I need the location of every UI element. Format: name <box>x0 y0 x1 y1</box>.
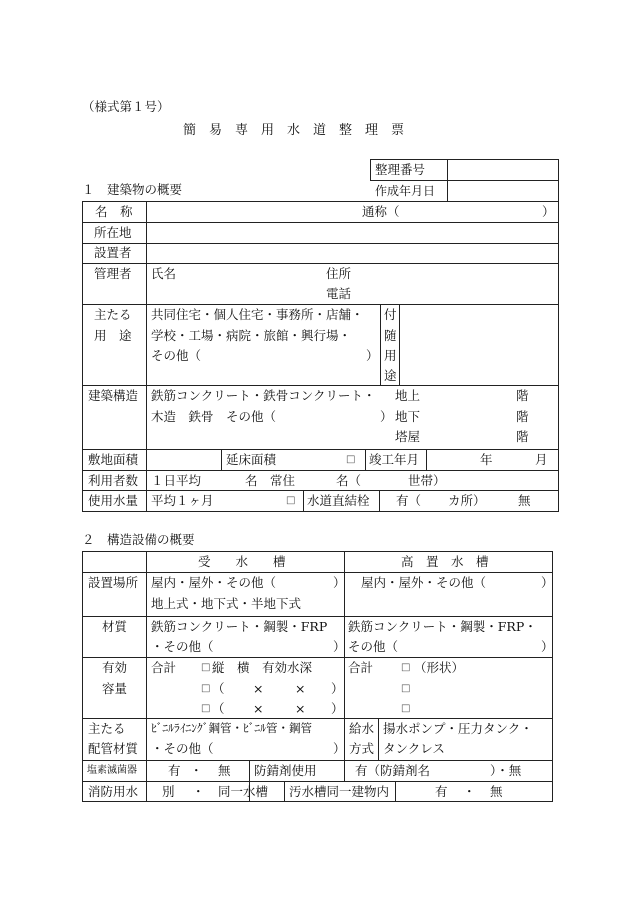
reference-number-field[interactable] <box>449 161 557 179</box>
site-area-field[interactable] <box>148 451 220 469</box>
capacity-row2-x2: × <box>295 701 306 716</box>
water-usage-label: 使用水量 <box>88 493 139 508</box>
sewage-tank-label: 汚水槽同一建物内 <box>289 784 390 799</box>
location-receiving-options[interactable]: 屋内・屋外・その他（ <box>151 575 277 590</box>
manager-address-label: 住所 <box>326 266 352 281</box>
location-receiving-close: ） <box>333 575 346 590</box>
capacity-elevated-shape: （形状） <box>414 660 465 675</box>
structure-options-line1[interactable]: 鉄筋コンクリート・鉄骨コンクリート・ <box>151 388 376 403</box>
aux-use-char-1: 付 <box>384 307 397 322</box>
location-label: 設置場所 <box>88 575 139 590</box>
capacity-dimensions-label: 縦 横 有効水深 <box>212 660 313 675</box>
chlorinator-no[interactable]: 無 <box>218 763 231 778</box>
receiving-tank-header: 受 水 槽 <box>198 554 286 569</box>
piping-other[interactable]: ・その他（ <box>151 741 214 756</box>
floors-below-label: 地下 <box>395 409 421 424</box>
capacity-receiving-total-mark: □ <box>201 662 211 673</box>
water-unit-mark: □ <box>286 495 296 506</box>
alias-label: 通称（ <box>362 204 400 219</box>
sewage-tank-separator: ・ <box>463 784 476 799</box>
water-average-label: 平均１ヶ月 <box>151 493 214 508</box>
users-households-unit: 世帯） <box>408 473 446 488</box>
piping-options[interactable]: ﾋﾞﾆﾙﾗｲﾆﾝｸﾞ鋼管・ﾋﾞﾆﾙ管・鋼管 <box>151 721 312 735</box>
floors-above-unit: 階 <box>516 388 529 403</box>
rust-inhibitor-yes[interactable]: 有（防錆剤名 <box>355 763 431 778</box>
aux-use-char-4: 途 <box>384 368 397 383</box>
direct-tap-yes[interactable]: 有（ <box>396 493 422 508</box>
use-options-line1[interactable]: 共同住宅・個人住宅・事務所・店舗・ <box>151 307 364 322</box>
material-elevated-close: ） <box>541 639 554 654</box>
capacity-row2-open: （ <box>212 701 225 716</box>
created-date-label: 作成年月日 <box>375 184 436 198</box>
name-label: 名 称 <box>95 204 133 219</box>
completion-year-unit: 年 <box>480 452 493 467</box>
completion-label: 竣工年月 <box>369 452 420 467</box>
use-label-line1: 主たる <box>94 307 132 322</box>
capacity-elevated-row1-mark: □ <box>401 683 411 694</box>
users-daily-unit: 名 <box>245 473 258 488</box>
capacity-label-line2: 容量 <box>102 681 128 696</box>
capacity-row1-mark: □ <box>201 683 211 694</box>
structure-other-close: ） <box>380 409 393 424</box>
installer-field[interactable] <box>148 245 556 262</box>
users-daily-label: １日平均 <box>151 473 202 488</box>
sewage-tank-no[interactable]: 無 <box>490 784 503 799</box>
rust-inhibitor-label: 防錆剤使用 <box>254 763 317 778</box>
capacity-row2-close: ） <box>331 701 344 716</box>
floor-area-unit-mark: □ <box>346 454 356 465</box>
capacity-elevated-row2-mark: □ <box>401 703 411 714</box>
piping-other-close: ） <box>333 741 346 756</box>
supply-tankless[interactable]: タンクレス <box>383 741 445 756</box>
use-other-close: ） <box>366 348 379 363</box>
direct-tap-no[interactable]: 無 <box>518 493 531 508</box>
fire-water-separator: ・ <box>192 784 205 799</box>
supply-label-line1: 給水 <box>349 721 375 736</box>
capacity-receiving-total: 合計 <box>151 660 177 675</box>
users-resident-label: 常住 <box>270 473 296 488</box>
material-receiving-options[interactable]: 鉄筋コンクリート・鋼製・FRP <box>151 619 328 634</box>
users-label: 利用者数 <box>88 473 139 488</box>
direct-tap-places: カ所） <box>448 493 486 508</box>
chlorinator-yes[interactable]: 有 <box>168 763 181 778</box>
capacity-label-line1: 有効 <box>102 660 128 675</box>
floors-above-label: 地上 <box>395 388 421 403</box>
created-date-field[interactable] <box>449 182 557 200</box>
capacity-row1-x1: × <box>253 681 264 696</box>
users-resident-unit: 名（ <box>336 473 362 488</box>
section2-heading: ２ 構造設備の概要 <box>82 532 195 547</box>
use-label-line2: 用 途 <box>94 328 132 343</box>
material-receiving-other[interactable]: ・その他（ <box>151 639 214 654</box>
chlorinator-separator: ・ <box>190 763 203 778</box>
floors-roof-unit: 階 <box>516 429 529 444</box>
capacity-row2-x1: × <box>253 701 264 716</box>
fire-water-same-tank[interactable]: 同一水槽 <box>218 784 269 799</box>
use-options-line2[interactable]: 学校・工場・病院・旅館・興行場・ <box>151 328 352 343</box>
form-number: （様式第１号） <box>82 99 170 114</box>
reference-number-label: 整理番号 <box>375 162 426 177</box>
material-elevated-options[interactable]: 鉄筋コンクリート・鋼製・FRP・ <box>348 619 537 634</box>
piping-label-line1: 主たる <box>88 721 126 736</box>
material-receiving-close: ） <box>333 639 346 654</box>
aux-use-char-3: 用 <box>384 348 397 363</box>
site-area-label: 敷地面積 <box>88 452 139 467</box>
page-title: 簡 易 専 用 水 道 整 理 票 <box>183 123 405 138</box>
manager-name-label: 氏名 <box>151 266 177 281</box>
capacity-row1-close: ） <box>331 681 344 696</box>
capacity-row2-mark: □ <box>201 703 211 714</box>
floors-roof-label: 塔屋 <box>395 429 421 444</box>
aux-use-field[interactable] <box>401 306 556 384</box>
address-label: 所在地 <box>94 225 132 240</box>
structure-options-line2[interactable]: 木造 鉄骨 その他（ <box>151 409 277 424</box>
supply-options[interactable]: 揚水ポンプ・圧力タンク・ <box>383 721 533 736</box>
address-field[interactable] <box>148 224 556 242</box>
manager-address-field[interactable] <box>356 265 556 303</box>
rust-inhibitor-no[interactable]: ）・無 <box>490 763 522 778</box>
location-elevated-options[interactable]: 屋内・屋外・その他（ <box>361 575 487 590</box>
capacity-elevated-total-mark: □ <box>401 662 411 673</box>
sewage-tank-yes[interactable]: 有 <box>435 784 448 799</box>
structure-label: 建築構造 <box>88 388 139 403</box>
floors-below-unit: 階 <box>516 409 529 424</box>
elevated-tank-header: 高 置 水 槽 <box>401 554 489 569</box>
material-elevated-other[interactable]: その他（ <box>348 639 399 654</box>
material-label: 材質 <box>102 619 128 634</box>
capacity-elevated-total: 合計 <box>348 660 374 675</box>
location-receiving-type[interactable]: 地上式・地下式・半地下式 <box>151 596 302 611</box>
use-other-label: その他（ <box>151 348 202 363</box>
manager-phone-label: 電話 <box>326 286 352 301</box>
floor-area-label: 延床面積 <box>226 452 277 467</box>
chlorinator-label: 塩素滅菌器 <box>87 765 137 776</box>
fire-water-separate[interactable]: 別 <box>162 784 175 799</box>
fire-water-label: 消防用水 <box>88 784 139 799</box>
section1-heading: １ 建築物の概要 <box>82 182 183 197</box>
capacity-row1-open: （ <box>212 681 225 696</box>
alias-field[interactable] <box>400 203 538 221</box>
aux-use-char-2: 随 <box>384 328 397 343</box>
installer-label: 設置者 <box>94 245 132 260</box>
supply-label-line2: 方式 <box>349 741 375 756</box>
manager-name-field[interactable] <box>178 265 318 303</box>
capacity-row1-x2: × <box>295 681 306 696</box>
direct-tap-label: 水道直結栓 <box>307 493 370 508</box>
alias-close: ） <box>542 204 555 219</box>
completion-month-unit: 月 <box>535 452 548 467</box>
name-field[interactable] <box>148 203 358 221</box>
floor-area-field[interactable] <box>282 451 342 469</box>
manager-label: 管理者 <box>94 266 132 281</box>
location-elevated-close: ） <box>541 575 554 590</box>
piping-label-line2: 配管材質 <box>88 741 139 756</box>
